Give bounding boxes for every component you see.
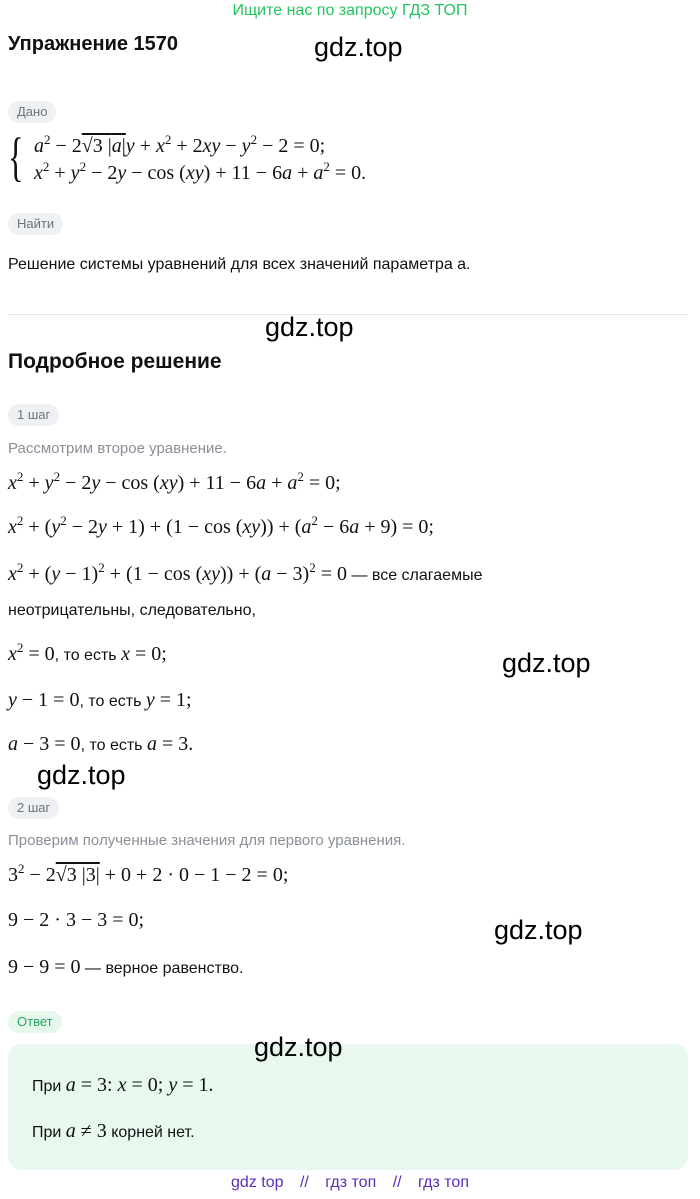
step-1-badge: 1 шаг [8,404,59,426]
watermark: gdz.top [314,32,403,62]
step-2-intro: Проверим полученные значения для первого уравнения. [8,832,406,849]
step-2-badge: 2 шаг [8,797,59,819]
footer-links [0,1174,700,1192]
watermark: gdz.top [494,915,583,945]
step-1-result-y: y − 1 = 0, то есть y = 1; [8,689,192,711]
step-2-line-2: 9 − 2 · 3 − 3 = 0; [8,909,145,931]
step-2-line-3: 9 − 9 = 0 — верное равенство. [8,956,244,978]
top-banner-link[interactable]: Ищите нас по запросу ГДЗ ТОП [232,2,468,19]
step-1-intro: Рассмотрим второе уравнение. [8,440,227,457]
watermark: gdz.top [502,648,591,678]
footer-link-gdz-top[interactable]: gdz top [231,1174,284,1191]
watermark: gdz.top [265,312,354,342]
page-title: Упражнение 1570 [8,33,179,55]
find-badge: Найти [8,213,63,235]
footer-separator: // [299,1174,309,1191]
given-equation-1: $a^2 - 2√3$ $|a|y + x^2 + 2xy - y^2 - 2 = 0$; [34,132,326,157]
step-1-line-2: $x^2 + (y^2 - 2y + 1) + (1 - \cos (xy)) + (a^2 - 6a + 9) = 0$; [8,513,434,538]
step-1-line-1: $x^2 + y^2 - 2y - \cos (xy) + 11 - 6a + a^2 = 0$; [8,469,341,494]
answer-line-1: При a = 3: x = 0; y = 1. [32,1074,214,1096]
step-1-result-a: a − 3 = 0, то есть a = 3. [8,733,194,755]
footer-separator: // [392,1174,402,1191]
answer-badge: Ответ [8,1011,62,1033]
given-equation-2: $x^2 + y^2 - 2y - \cos (xy) + 11 - 6a + a^2 = 0$. [34,159,367,184]
footer-link-gdz-top-ru[interactable]: гдз топ [325,1174,377,1191]
step-2-line-1: $3^2 - 2√3$ |3| + 0 + 2 · 0 − 1 − 2 = 0; [8,861,289,886]
watermark: gdz.top [37,760,126,790]
watermark: gdz.top [254,1032,343,1062]
find-text: Решение системы уравнений для всех значений параметра a. [8,256,471,273]
system-brace: { [8,127,24,187]
step-1-line-3: $x^2 + (y - 1)^2 + (1 - \cos (xy)) + (a - 3)^2 = 0$ — все слагаемые [8,560,483,585]
answer-box [8,1044,688,1170]
footer-link-gdz-top-ru-2[interactable]: гдз топ [418,1174,469,1191]
step-1-line-3-continued: неотрицательны, следовательно, [8,602,256,619]
answer-line-2: При a ≠ 3 корней нет. [32,1120,195,1142]
step-1-result-x: $x^2 = 0$, то есть x = 0; [8,640,167,665]
solution-heading: Подробное решение [8,350,222,373]
given-badge: Дано [8,101,56,123]
